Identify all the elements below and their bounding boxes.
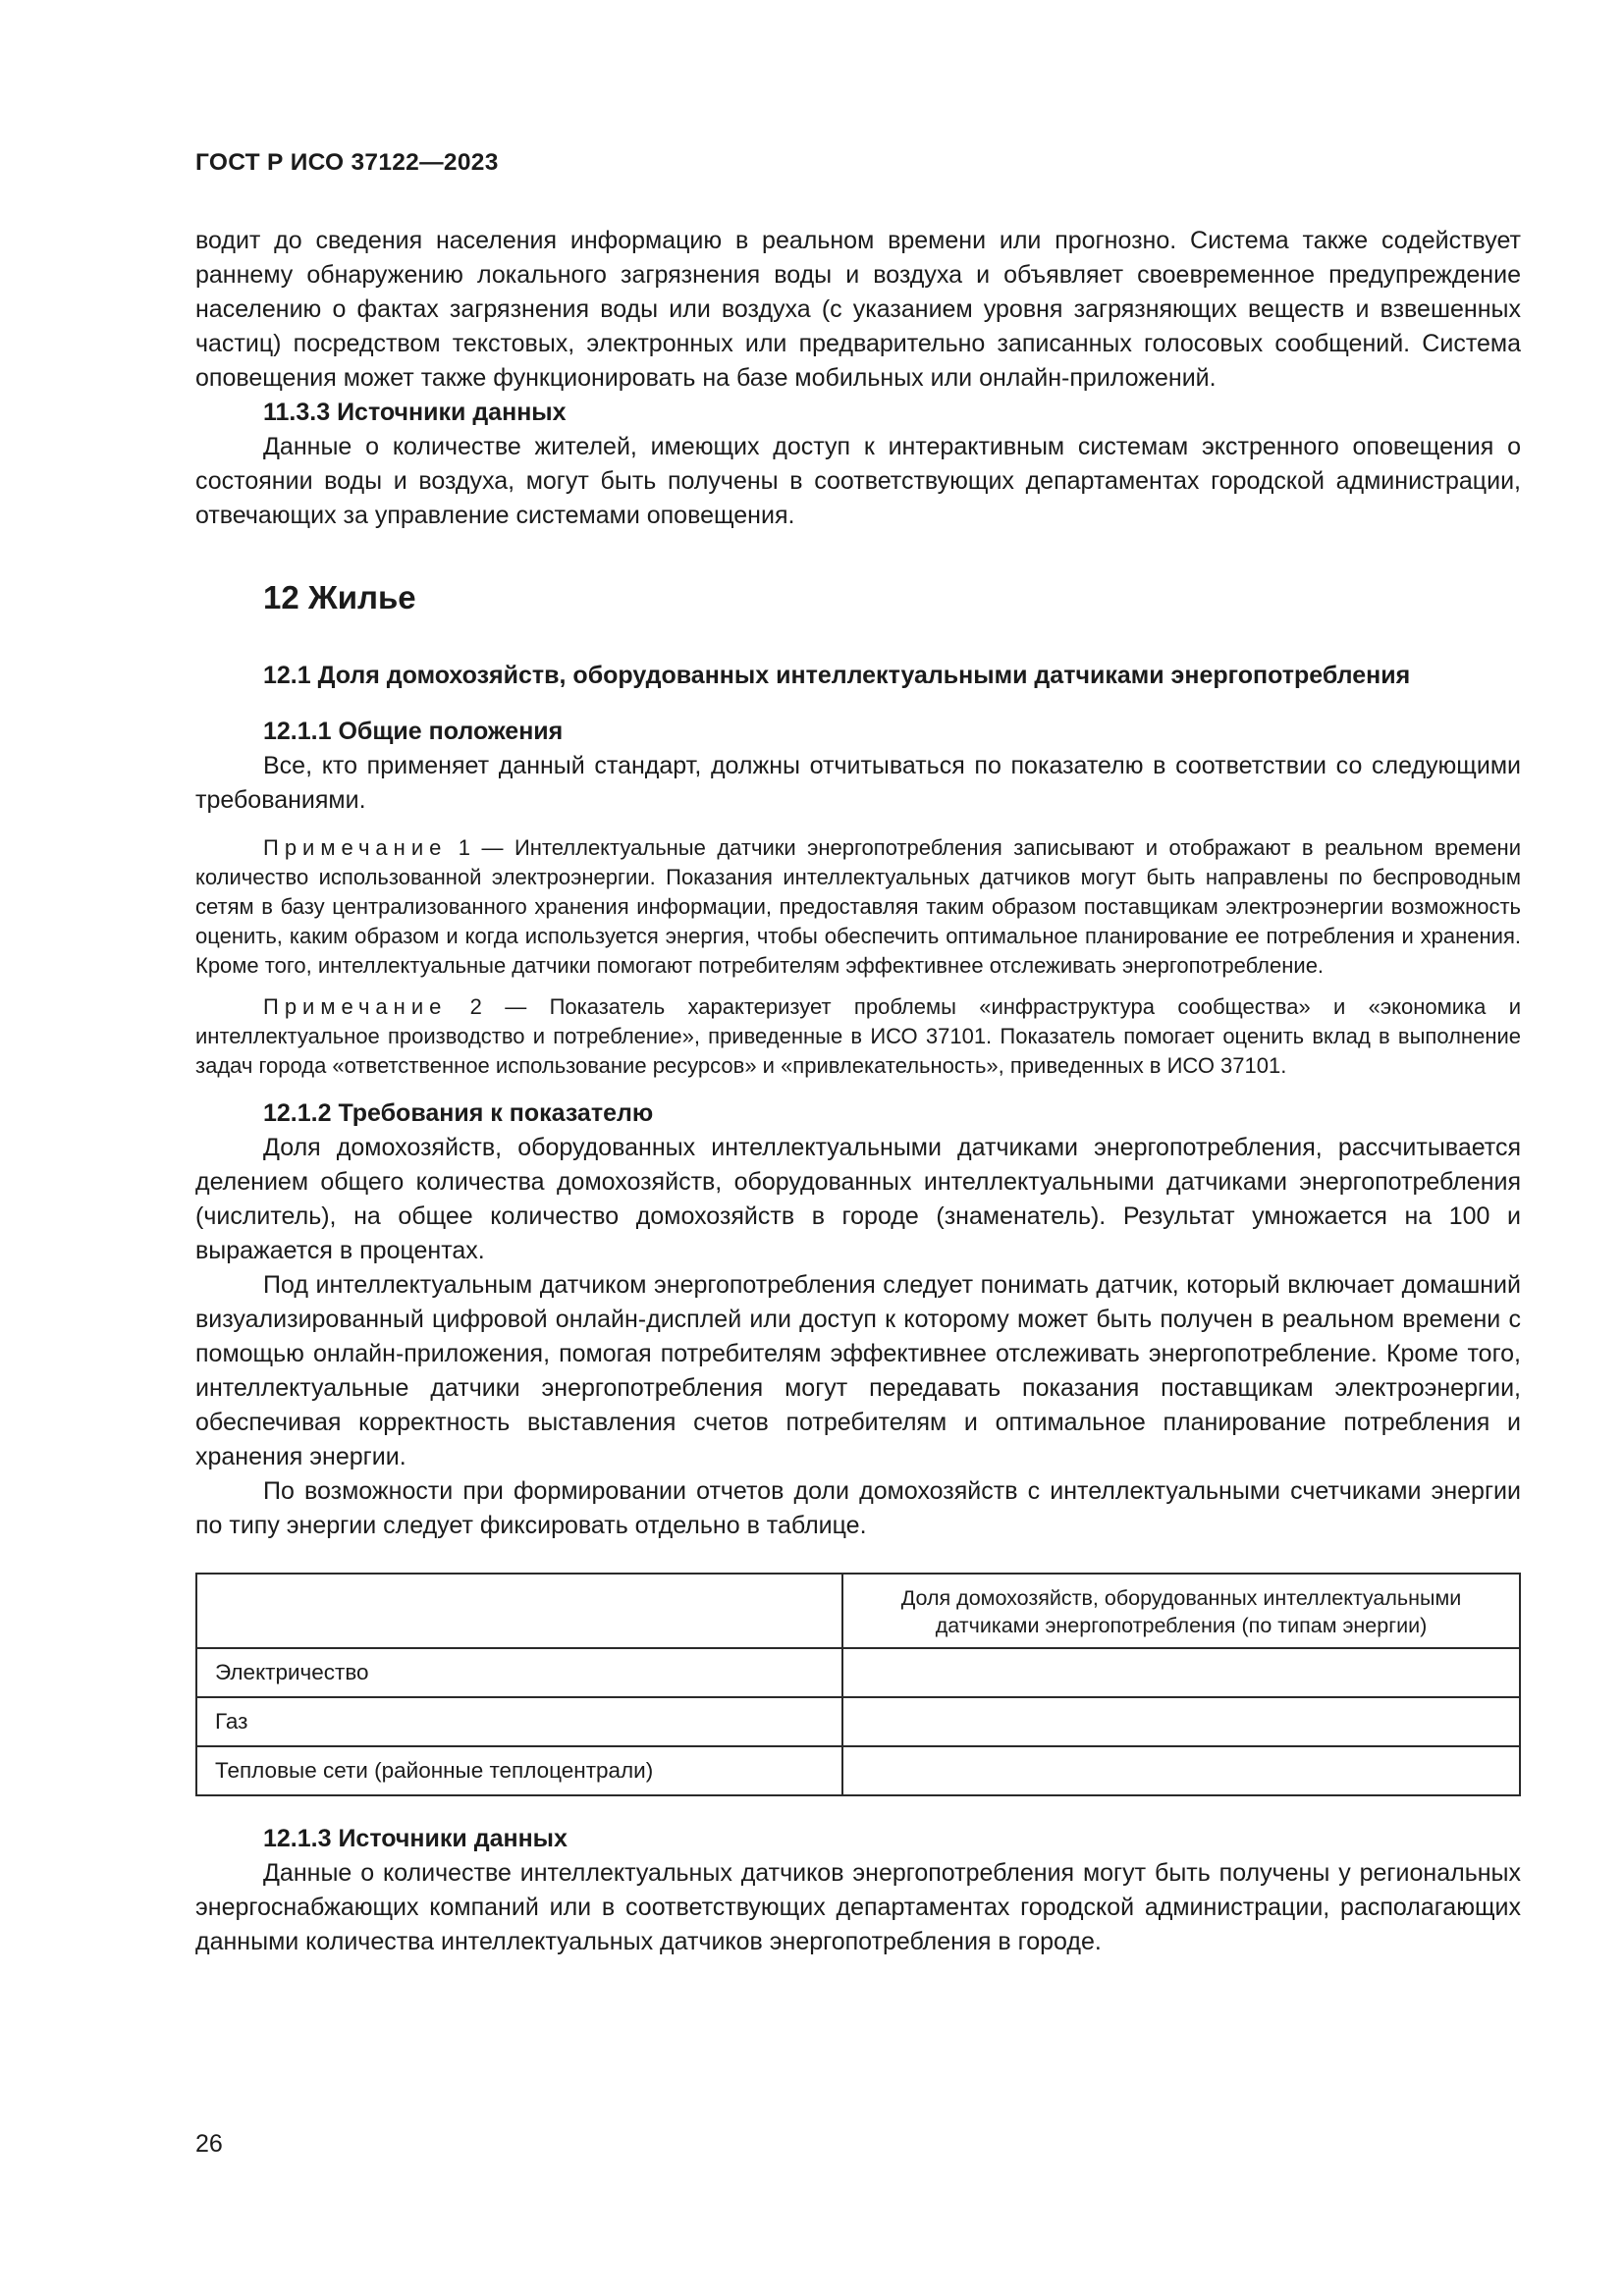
page-number: 26 bbox=[195, 2130, 223, 2158]
table-row bbox=[196, 1648, 1520, 1697]
section-12-1-title: 12.1 Доля домохозяйств, оборудованных интеллектуальными датчиками энергопотребления bbox=[263, 662, 1411, 689]
note-1-label: Примечание bbox=[263, 835, 448, 860]
note-2-label: Примечание bbox=[263, 994, 448, 1019]
document-code-header: ГОСТ Р ИСО 37122—2023 bbox=[195, 149, 499, 176]
note-1 bbox=[195, 833, 1521, 981]
table-row bbox=[196, 1697, 1520, 1746]
requirements-paragraph-1: Доля домохозяйств, оборудованных интеллектуальными датчиками энергопотребления, рассчитывается делением общего количества домохозяйств, оборудованных интеллектуальными датчиками энергопотребления (числитель), на общее количество домохозяйств в городе (знаменатель). Результат умножается на 100 и выражается в процентах. bbox=[195, 1134, 1521, 1264]
note-1-text: 1 — Интеллектуальные датчики энергопотребления записывают и отображают в реальном времени количество использованной электроэнергии. Показания интеллектуальных датчиков могут быть направлены по беспроводным сетям в базу централизованного хранения информации, предоставляя таким образом поставщикам электроэнергии возможность оценить, каким образом и когда используется энергия, чтобы обеспечить оптимальное планирование ее потребления и хранения. Кроме того, интеллектуальные датчики помогают потребителям эффективнее отслеживать энергопотребление. bbox=[195, 835, 1521, 978]
table-header-cell-empty bbox=[196, 1574, 842, 1648]
table-row-value bbox=[842, 1697, 1520, 1746]
table-row-label: Электричество bbox=[196, 1648, 842, 1697]
requirements-paragraph-2: Под интеллектуальным датчиком энергопотребления следует понимать датчик, который включает домашний визуализированный цифровой онлайн-дисплей или доступ к которому может быть получен в реальном времени с помощью онлайн-приложения, помогая потребителям эффективнее отслеживать энергопотребление. Кроме того, интеллектуальные датчики энергопотребления могут передавать показания поставщикам электроэнергии, обеспечивая корректность выставления счетов потребителям и оптимальное планирование потребления и хранения энергии. bbox=[195, 1271, 1521, 1470]
energy-type-table bbox=[195, 1573, 1521, 1796]
page-content bbox=[195, 224, 1521, 1959]
section-11-3-3-title: 11.3.3 Источники данных bbox=[263, 399, 567, 426]
section-12-1-1-text: Все, кто применяет данный стандарт, должны отчитываться по показателю в соответствии со следующими требованиями. bbox=[195, 752, 1521, 814]
table-row-value bbox=[842, 1648, 1520, 1697]
requirements-paragraph-3: По возможности при формировании отчетов доли домохозяйств с интеллектуальными счетчиками энергии по типу энергии следует фиксировать отдельно в таблице. bbox=[195, 1477, 1521, 1539]
section-11-3-3-text: Данные о количестве жителей, имеющих доступ к интерактивным системам экстренного оповещения о состоянии воды и воздуха, могут быть получены в соответствующих департаментах городской администрации, отвечающих за управление системами оповещения. bbox=[195, 433, 1521, 529]
table-row-value bbox=[842, 1746, 1520, 1795]
section-12-1-1-title: 12.1.1 Общие положения bbox=[263, 718, 564, 745]
section-12-1-3-title: 12.1.3 Источники данных bbox=[263, 1825, 568, 1852]
section-12-1-2-title: 12.1.2 Требования к показателю bbox=[263, 1099, 654, 1127]
table-row-label: Тепловые сети (районные теплоцентрали) bbox=[196, 1746, 842, 1795]
note-2-text: 2 — Показатель характеризует проблемы «инфраструктура сообщества» и «экономика и интеллектуальное производство и потребление», приведенные в ИСО 37101. Показатель помогает оценить вклад в выполнение задач города «ответственное использование ресурсов» и «привлекательность», приведенных в ИСО 37101. bbox=[195, 994, 1521, 1078]
table-row bbox=[196, 1746, 1520, 1795]
table-header-row bbox=[196, 1574, 1520, 1648]
chapter-12-title: 12 Жилье bbox=[263, 579, 416, 615]
table-row-label: Газ bbox=[196, 1697, 842, 1746]
continued-paragraph: водит до сведения населения информацию в реальном времени или прогнозно. Система также содействует раннему обнаружению локального загрязнения воды и воздуха и объявляет своевременное предупреждение населению о фактах загрязнения воды или воздуха (с указанием уровня загрязняющих веществ и взвешенных частиц) посредством текстовых, электронных или предварительно записанных голосовых сообщений. Система оповещения может также функционировать на базе мобильных или онлайн-приложений. bbox=[195, 227, 1521, 392]
note-2 bbox=[195, 992, 1521, 1081]
table-header-cell-share: Доля домохозяйств, оборудованных интеллектуальными датчиками энергопотребления (по типам энергии) bbox=[842, 1574, 1520, 1648]
section-12-1-3-text: Данные о количестве интеллектуальных датчиков энергопотребления могут быть получены у региональных энергоснабжающих компаний или в соответствующих департаментах городской администрации, располагающих данными количества интеллектуальных датчиков энергопотребления в городе. bbox=[195, 1859, 1521, 1955]
